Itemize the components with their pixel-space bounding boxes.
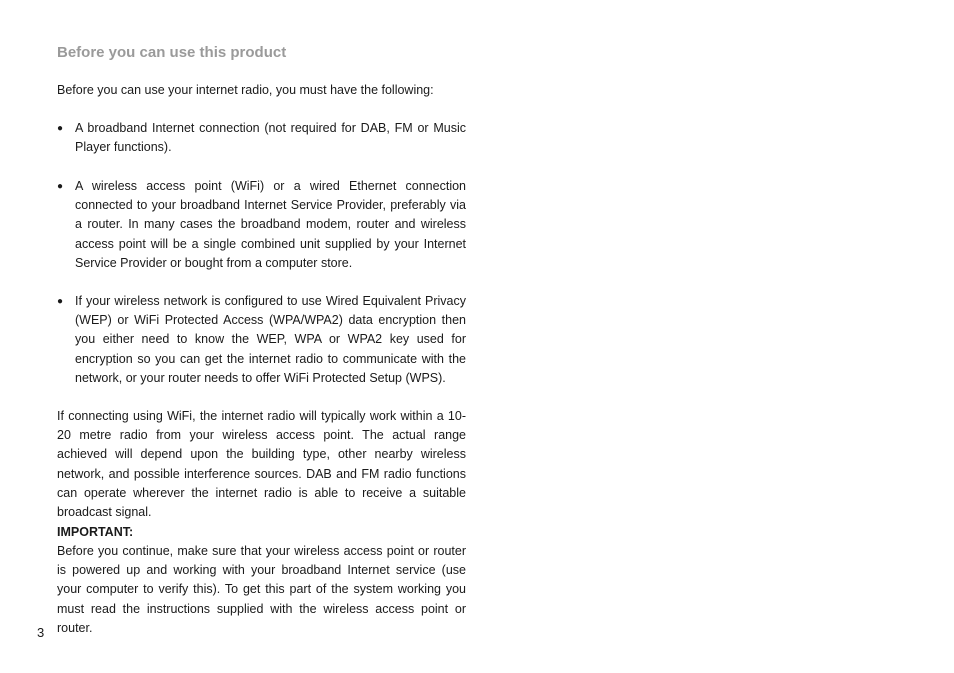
- bullet-item-encryption: [57, 292, 466, 388]
- bullet-text: If your wireless network is configured to use Wired Equivalent Privacy (WEP) or WiFi Protected Access (WPA/WPA2) data encryption then you either need to know the WEP, WPA or WPA2 key used for encryption so you can get the internet radio to communicate with the network, or your router needs to offer WiFi Protected Setup (WPS).: [75, 294, 466, 385]
- important-label: IMPORTANT:: [57, 525, 134, 539]
- bullet-text: A broadband Internet connection (not required for DAB, FM or Music Player functions).: [75, 121, 466, 155]
- bullet-item-broadband: [57, 119, 466, 157]
- bullet-dot-icon: ●: [57, 123, 64, 134]
- bullet-dot-icon: ●: [57, 296, 64, 307]
- intro-text: Before you can use your internet radio, you must have the following:: [57, 83, 434, 97]
- important-paragraph: Before you continue, make sure that your wireless access point or router is powered up and working with your broadband Internet service (use your computer to verify this). To get this part of the system working you must read the instructions supplied with the wireless access point or router.: [57, 544, 466, 635]
- section-heading: Before you can use this product: [57, 44, 287, 61]
- page-number: 3: [37, 625, 45, 640]
- bullet-dot-icon: ●: [57, 181, 64, 192]
- bullet-text: A wireless access point (WiFi) or a wired Ethernet connection connected to your broadband Internet Service Provider, preferably via a router. In many cases the broadband modem, router and wireless access point will be a single combined unit supplied by your Internet Service Provider or bought from a computer store.: [75, 179, 466, 270]
- bullet-item-wireless-access-point: [57, 177, 466, 273]
- wifi-range-paragraph: If connecting using WiFi, the internet radio will typically work within a 10-20 metre radio from your wireless access point. The actual range achieved will depend upon the building type, other nearby wireless network, and possible interference sources. DAB and FM radio functions can operate wherever the internet radio is able to receive a suitable broadcast signal.: [57, 409, 466, 520]
